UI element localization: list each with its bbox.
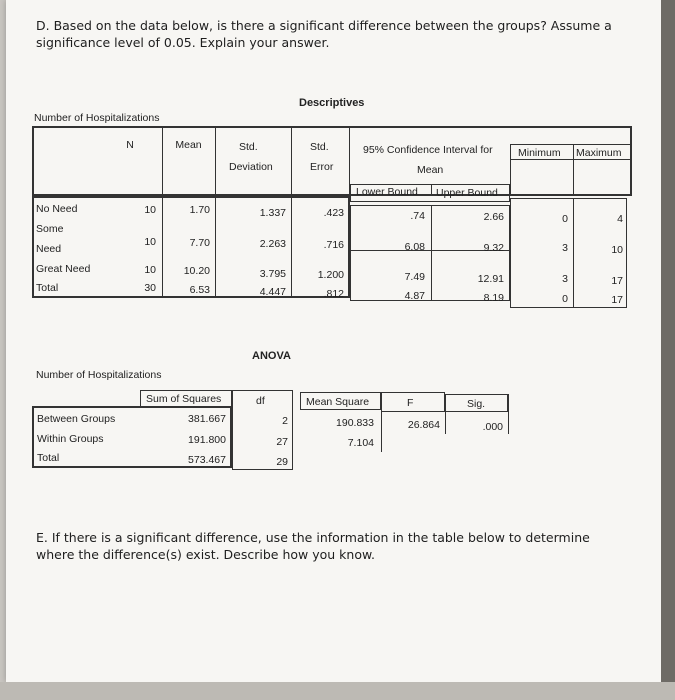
- cell-upper: 8.19: [483, 292, 504, 304]
- cell-max: 4: [617, 213, 623, 225]
- header-maximum: Maximum: [576, 147, 622, 159]
- anova-cell-sig: .000: [482, 421, 503, 433]
- header-std-dev-2: Deviation: [229, 161, 273, 173]
- cell-n: 10: [144, 204, 156, 216]
- row-label-no-need: No Need: [36, 203, 78, 215]
- header-std-err-2: Error: [310, 161, 334, 173]
- cell-n: 10: [144, 236, 156, 248]
- header-ci-1: 95% Confidence Interval for: [363, 144, 493, 156]
- cell-max: 17: [611, 294, 623, 306]
- cell-max: 17: [611, 275, 623, 287]
- cell-upper: 2.66: [483, 211, 504, 223]
- cell-sd: 1.337: [259, 207, 286, 219]
- header-minimum: Minimum: [518, 147, 561, 159]
- header-lower-bound: Lower Bound: [356, 186, 418, 198]
- cell-n: 30: [144, 282, 156, 294]
- cell-min: 3: [562, 273, 568, 285]
- anova-header-df: df: [256, 395, 265, 407]
- anova-cell-df: 27: [276, 436, 288, 448]
- question-e-text: E. If there is a significant difference, use the information in the table below to determine where the difference(s) exist. Describe how you know.: [36, 530, 590, 562]
- anova-cell-ms: 7.104: [347, 437, 374, 449]
- anova-cell-ss: 191.800: [188, 434, 226, 446]
- background-bottom: [0, 682, 675, 700]
- cell-se: .423: [323, 207, 344, 219]
- anova-row-label-total: Total: [37, 452, 60, 464]
- cell-min: 0: [562, 213, 568, 225]
- cell-lower: .74: [410, 210, 425, 222]
- anova-title: ANOVA: [252, 350, 291, 362]
- cell-lower: 4.87: [404, 290, 425, 302]
- cell-sd: 2.263: [259, 238, 286, 250]
- cell-se: .812: [323, 288, 344, 300]
- cell-mean: 6.53: [189, 284, 210, 296]
- anova-cell-ms: 190.833: [336, 417, 374, 429]
- header-std-err-1: Std.: [310, 141, 329, 153]
- cell-sd: 4.447: [259, 286, 286, 298]
- anova-cell-df: 2: [282, 415, 288, 427]
- question-d-text: D. Based on the data below, is there a significant difference between the groups? Assume a significance level of 0.05. Explain your answer.: [36, 18, 612, 50]
- anova-cell-df: 29: [276, 456, 288, 468]
- cell-lower: 7.49: [404, 271, 425, 283]
- cell-sd: 3.795: [259, 268, 286, 280]
- background-edge: [661, 0, 675, 700]
- header-ci-2: Mean: [417, 164, 444, 176]
- cell-se: 1.200: [317, 269, 344, 281]
- cell-mean: 1.70: [189, 204, 210, 216]
- anova-header-sig: Sig.: [467, 398, 486, 410]
- header-n: N: [126, 139, 134, 151]
- cell-mean: 10.20: [183, 265, 210, 277]
- anova-row-label-between: Between Groups: [37, 413, 116, 425]
- anova-header-f: F: [407, 397, 414, 409]
- cell-upper: 9.32: [483, 242, 504, 254]
- descriptives-caption: Number of Hospitalizations: [34, 112, 160, 124]
- cell-upper: 12.91: [477, 273, 504, 285]
- descriptives-title: Descriptives: [299, 97, 365, 109]
- cell-min: 0: [562, 293, 568, 305]
- anova-row-label-within: Within Groups: [37, 433, 104, 445]
- row-label-total: Total: [36, 282, 59, 294]
- anova-caption: Number of Hospitalizations: [36, 369, 162, 381]
- cell-lower: 6.08: [404, 241, 425, 253]
- anova-cell-f: 26.864: [407, 419, 440, 431]
- cell-max: 10: [611, 244, 623, 256]
- anova-header-ss: Sum of Squares: [146, 393, 222, 405]
- row-label-great-need: Great Need: [36, 263, 91, 275]
- anova-cell-ss: 381.667: [188, 413, 226, 425]
- anova-header-ms: Mean Square: [306, 396, 370, 408]
- cell-min: 3: [562, 242, 568, 254]
- anova-cell-ss: 573.467: [188, 454, 226, 466]
- cell-n: 10: [144, 264, 156, 276]
- header-upper-bound: Upper Bound: [436, 187, 498, 199]
- cell-se: .716: [323, 239, 344, 251]
- header-mean: Mean: [175, 139, 202, 151]
- header-std-dev-1: Std.: [239, 141, 258, 153]
- row-label-some-need: Some: [36, 223, 64, 235]
- row-label-some-need-2: Need: [36, 243, 62, 255]
- cell-mean: 7.70: [189, 237, 210, 249]
